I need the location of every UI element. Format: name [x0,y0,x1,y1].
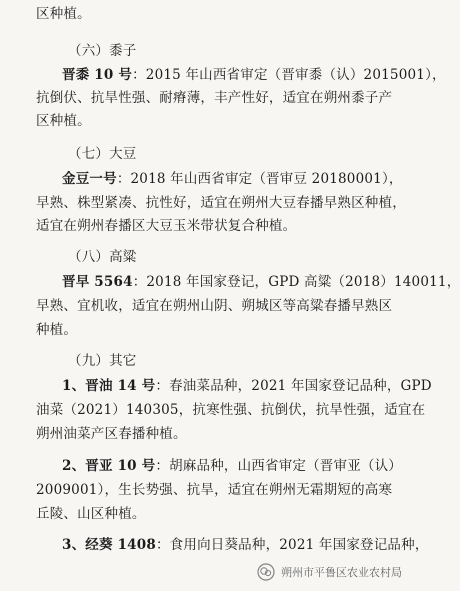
text-line-variety-jingkui: 3、经葵 1408：食用向日葵品种，2021 年国家登记品种， [62,537,429,553]
text-line-9: 适宜在朔州春播区大豆玉米带状复合种植。 [36,218,297,234]
text-line-13: 种植。 [36,322,78,338]
watermark [257,563,402,581]
text-line-17: 朔州油菜产区春播种植。 [36,426,187,442]
variety-name: 3、经葵 1408 [62,537,156,553]
section-heading-soybean: （七）大豆 [68,146,137,162]
text-line-variety-jindou: 金豆一号：2018 年山西省审定（晋审豆 20180001）， [62,171,403,187]
text-line-16: 油菜（2021）140305，抗寒性强、抗倒伏，抗旱性强，适宜在 [36,402,426,418]
text-line-8: 早熟、株型紧凑、抗性好，适宜在朔州大豆春播早熟区种植， [36,195,406,211]
section-heading-millet: （六）黍子 [68,43,137,59]
section-heading-other: （九）其它 [68,353,137,369]
variety-name: 金豆一号 [62,171,117,187]
variety-name: 2、晋亚 10 号 [62,458,156,474]
watermark-text: 朔州市平鲁区农业农村局 [281,566,402,579]
text-line-1: 区种植。 [36,6,91,22]
text-line-20: 丘陵、山区种植。 [36,506,146,522]
variety-name: 晋黍 10 号 [62,67,133,83]
text-line-5: 区种植。 [36,113,91,129]
text-line-19: 2009001），生长势强、抗旱，适宜在朔州无霜期短的高寒 [36,482,393,498]
text-line-variety-jinya: 2、晋亚 10 号：胡麻品种，山西省审定（晋审亚（认） [62,458,402,474]
variety-name: 晋早 5564 [62,274,133,290]
text-line-variety-jinshu: 晋黍 10 号：2015 年山西省审定（晋审黍（认）2015001）， [62,67,446,83]
text-line-4: 抗倒伏、抗旱性强、耐瘠薄，丰产性好，适宜在朔州黍子产 [36,90,393,106]
wechat-icon [257,563,275,581]
variety-name: 1、晋油 14 号 [62,378,156,394]
section-heading-sorghum: （八）高粱 [68,249,137,265]
text-line-variety-jinyou: 1、晋油 14 号：春油菜品种，2021 年国家登记品种，GPD [62,378,432,394]
text-line-12: 早熟、宜机收，适宜在朔州山阴、朔城区等高粱春播早熟区 [36,298,393,314]
text-line-variety-jinzao: 晋早 5564：2018 年国家登记，GPD 高粱（2018）140011， [62,274,460,290]
